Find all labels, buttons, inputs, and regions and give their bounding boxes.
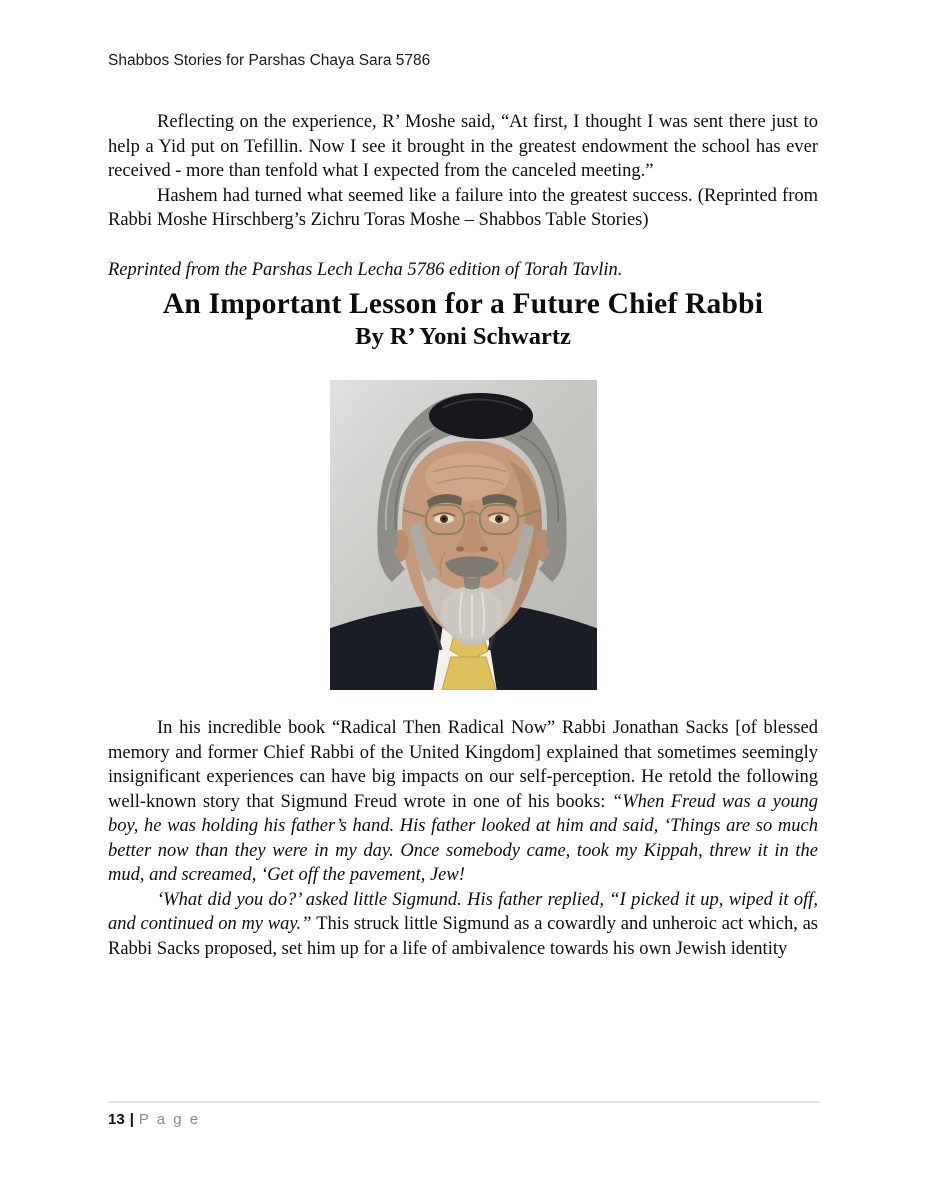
story-byline: By R’ Yoni Schwartz xyxy=(355,323,571,350)
portrait-tie xyxy=(442,657,496,690)
paragraph-sigmund xyxy=(108,888,818,962)
text-run-regular: This struck little Sigmund as a cowardly and unheroic act which, as Rabbi Sacks proposed, set him up for a life of ambivalence towards his own Jewish identity xyxy=(108,914,818,959)
portrait-forehead-highlight xyxy=(425,453,509,501)
text-run-italic: ‘What did you do?’ asked little Sigmund. His father replied, “I picked it up, wiped it off, and continued on my way.” xyxy=(108,889,818,934)
footer-separator: | xyxy=(129,1111,134,1128)
header-title: Shabbos Stories for Parshas Chaya Sara 5786 xyxy=(108,52,431,69)
source-attribution-line: Reprinted from the Parshas Lech Lecha 5786 edition of Torah Tavlin. xyxy=(108,259,623,280)
page-header xyxy=(108,52,430,70)
text-run-regular: In his incredible book “Radical Then Radical Now” Rabbi Jonathan Sacks [of blessed memory and former Chief Rabbi of the United Kingdom] explained that sometimes seemingly insignificant experiences can have big impacts on our self-perception. He retold the following well-known story that Sigmund Freud wrote in one of his books: xyxy=(108,718,818,812)
portrait-photo xyxy=(330,380,597,690)
portrait-nostril-left xyxy=(456,547,464,552)
page-body xyxy=(108,110,818,961)
footer-page-label: P a g e xyxy=(138,1111,201,1128)
paragraph-reflecting: Reflecting on the experience, R’ Moshe said, “At first, I thought I was sent there just to help a Yid put on Tefillin. Now I see it brought in the greatest endowment the school has ever received - more than tenfold what I expected from the canceled meeting.” xyxy=(108,112,818,181)
portrait-nostril-right xyxy=(480,547,488,552)
footer-page-number: 13 xyxy=(108,1111,125,1128)
story-title: An Important Lesson for a Future Chief Rabbi xyxy=(162,288,764,320)
page-footer xyxy=(108,1101,820,1128)
text-run-italic: “When Freud was a young boy, he was holding his father’s hand. His father looked at him and said, ‘Things are so much better now than they were in my day. Once somebody came, took my Kippah, threw it in the mud, and screamed, ‘Get off the pavement, Jew! xyxy=(108,791,818,885)
paragraph-hashem: Hashem had turned what seemed like a failure into the greatest success. (Reprinted from Rabbi Moshe Hirschberg’s Zichru Toras Moshe – Shabbos Table Stories) xyxy=(108,185,818,230)
paragraph-sacks-book xyxy=(108,716,818,888)
rabbi-jonathan-sacks-portrait-illustration xyxy=(330,380,597,690)
portrait-underlip xyxy=(463,576,481,590)
